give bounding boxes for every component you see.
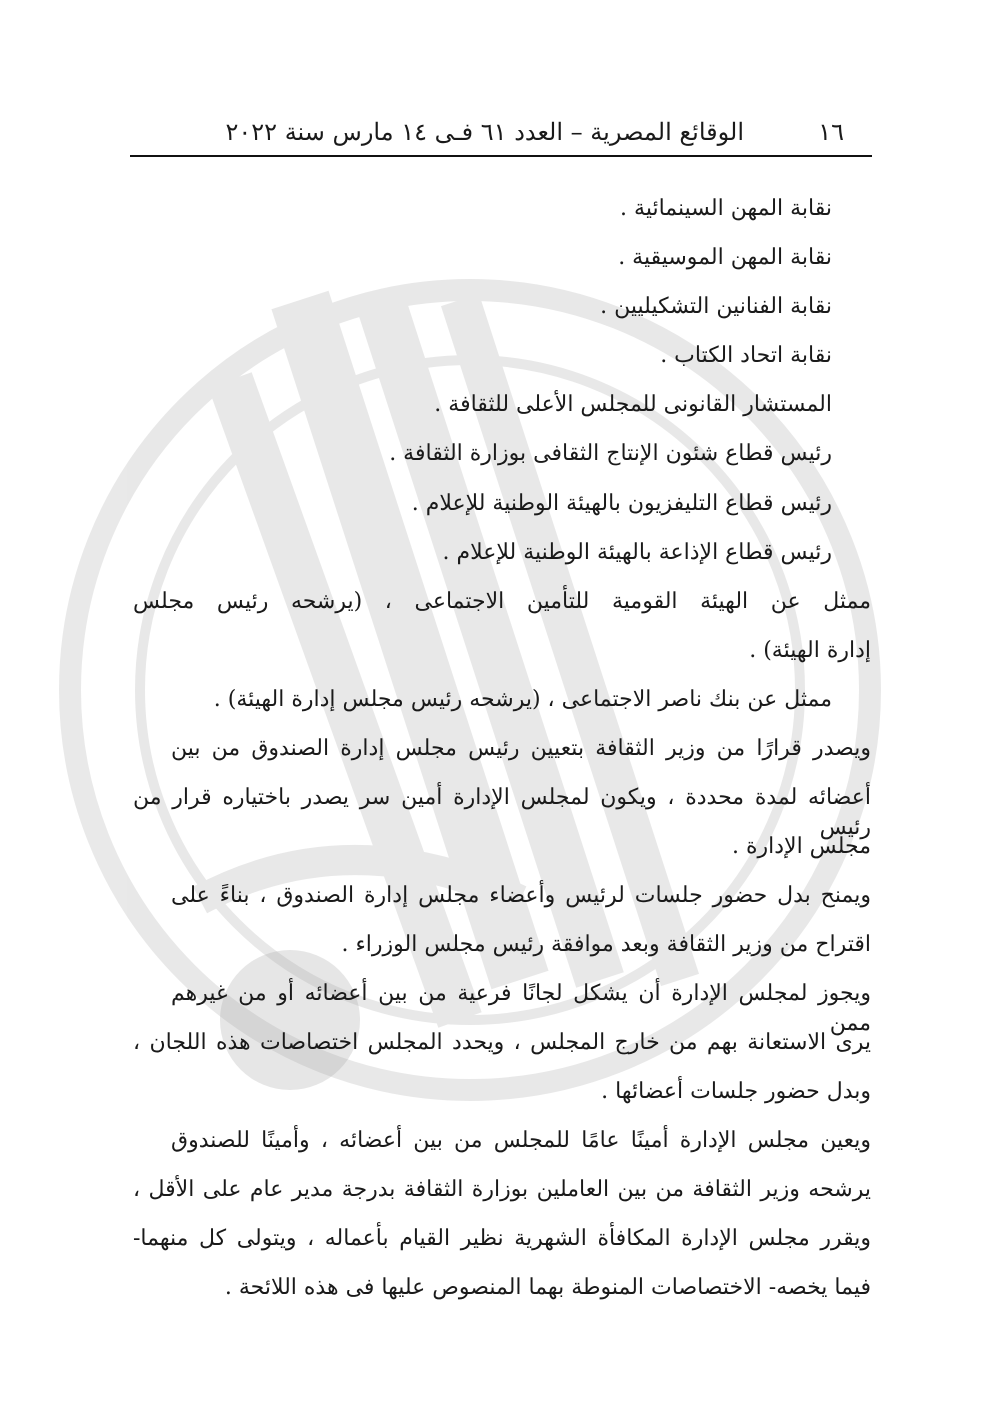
body-line: نقابة اتحاد الكتاب . xyxy=(660,343,832,368)
body-line: نقابة الفنانين التشكيليين . xyxy=(600,294,832,319)
body-line: رئيس قطاع التليفزيون بالهيئة الوطنية للإعلام . xyxy=(411,491,832,516)
body-line: رئيس قطاع الإذاعة بالهيئة الوطنية للإعلام . xyxy=(442,540,832,565)
body-line: ويجوز لمجلس الإدارة أن يشكل لجانًا فرعية من بين أعضائه أو من غيرهم ممن xyxy=(171,981,871,1036)
body-line: ممثل عن الهيئة القومية للتأمين الاجتماعى ، (يرشحه رئيس مجلس xyxy=(133,589,871,614)
page-header xyxy=(130,112,872,152)
body-line: وبدل حضور جلسات أعضائها . xyxy=(601,1079,871,1104)
body-line: يرشحه وزير الثقافة من بين العاملين بوزارة الثقافة بدرجة مدير عام على الأقل ، xyxy=(133,1177,871,1202)
body-line: نقابة المهن الموسيقية . xyxy=(618,245,832,270)
header-divider xyxy=(130,155,872,157)
body-line: ويصدر قرارًا من وزير الثقافة بتعيين رئيس مجلس إدارة الصندوق من بين xyxy=(171,736,871,761)
body-line: إدارة الهيئة) . xyxy=(749,638,871,663)
body-line: ممثل عن بنك ناصر الاجتماعى ، (يرشحه رئيس مجلس إدارة الهيئة) . xyxy=(213,687,832,712)
body-line: رئيس قطاع شئون الإنتاج الثقافى بوزارة الثقافة . xyxy=(389,441,832,466)
body-line: ويمنح بدل حضور جلسات لرئيس وأعضاء مجلس إدارة الصندوق ، بناءً على xyxy=(171,883,871,908)
page-number: ١٦ xyxy=(818,118,844,146)
body-line: أعضائه لمدة محددة ، ويكون لمجلس الإدارة أمين سر يصدر باختياره قرار من رئيس xyxy=(133,785,871,840)
body-line: ويعين مجلس الإدارة أمينًا عامًا للمجلس من بين أعضائه ، وأمينًا للصندوق xyxy=(171,1128,871,1153)
body-line: اقتراح من وزير الثقافة وبعد موافقة رئيس مجلس الوزراء . xyxy=(341,932,871,957)
body-line: المستشار القانونى للمجلس الأعلى للثقافة . xyxy=(434,392,832,417)
gazette-title: الوقائع المصرية – العدد ٦١ فـى ١٤ مارس سنة ٢٠٢٢ xyxy=(225,118,744,146)
body-line: مجلس الإدارة . xyxy=(731,834,871,859)
body-line: يرى الاستعانة بهم من خارج المجلس ، ويحدد المجلس اختصاصات هذه اللجان ، xyxy=(133,1030,871,1055)
body-line: فيما يخصه- الاختصاصات المنوطة بهما المنصوص عليها فى هذه اللائحة . xyxy=(224,1275,871,1300)
body-line: ويقرر مجلس الإدارة المكافأة الشهرية نظير القيام بأعماله ، ويتولى كل منهما- xyxy=(133,1226,871,1251)
body-line: نقابة المهن السينمائية . xyxy=(620,196,832,221)
